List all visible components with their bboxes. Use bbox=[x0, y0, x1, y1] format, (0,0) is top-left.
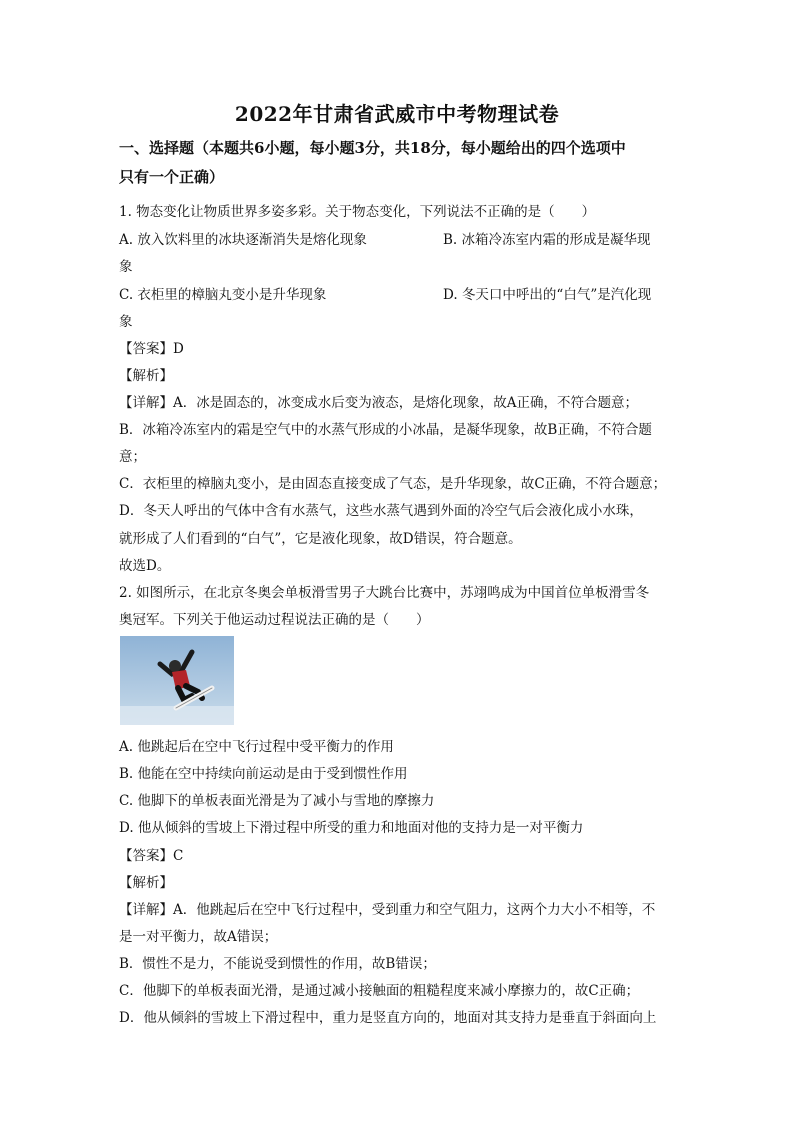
q2-analysis-label: 【解析】 bbox=[119, 875, 173, 891]
q2-detail-2: 是一对平衡力，故A错误； bbox=[119, 929, 278, 945]
page-title: 2022年甘肃省武威市中考物理试卷 bbox=[234, 102, 560, 126]
section-heading-line1: 一、选择题（本题共6小题，每小题3分，共18分，每小题给出的四个选项中 bbox=[119, 139, 626, 157]
q1-detail-1: 【详解】A．冰是固态的，冰变成水后变为液态，是熔化现象，故A正确，不符合题意； bbox=[119, 395, 638, 411]
snowboarder-image bbox=[120, 636, 234, 725]
q2-stem-line1: 2. 如图所示，在北京冬奥会单板滑雪男子大跳台比赛中，苏翊鸣成为中国首位单板滑雪冬 bbox=[119, 585, 650, 601]
q2-detail-5: D．他从倾斜的雪坡上下滑过程中，重力是竖直方向的，地面对其支持力是垂直于斜面向上 bbox=[119, 1010, 657, 1026]
q2-option-c: C. 他脚下的单板表面光滑是为了减小与雪地的摩擦力 bbox=[119, 793, 435, 809]
q1-detail-5: D．冬天人呼出的气体中含有水蒸气，这些水蒸气遇到外面的冷空气后会液化成小水珠， bbox=[119, 503, 643, 519]
q1-option-c: C. 衣柜里的樟脑丸变小是升华现象 bbox=[119, 287, 327, 303]
q1-option-a: A. 放入饮料里的冰块逐渐消失是熔化现象 bbox=[119, 232, 367, 248]
q2-answer: 【答案】C bbox=[119, 848, 184, 864]
q1-option-b-wrap: 象 bbox=[119, 259, 133, 275]
snowboarder-photo bbox=[120, 636, 234, 725]
q2-option-d: D. 他从倾斜的雪坡上下滑过程中所受的重力和地面对他的支持力是一对平衡力 bbox=[119, 820, 584, 836]
section-heading-line2: 只有一个正确） bbox=[119, 168, 225, 186]
q1-option-d: D. 冬天口中呼出的“白气”是汽化现 bbox=[443, 287, 652, 303]
q2-detail-3: B．惯性不是力，不能说受到惯性的作用，故B错误； bbox=[119, 956, 436, 972]
q1-detail-2: B．冰箱冷冻室内的霜是空气中的水蒸气形成的小冰晶，是凝华现象，故B正确，不符合题 bbox=[119, 422, 652, 438]
q1-option-d-wrap: 象 bbox=[119, 314, 133, 330]
q1-detail-3: 意； bbox=[119, 449, 146, 465]
q2-option-a: A. 他跳起后在空中飞行过程中受平衡力的作用 bbox=[119, 739, 394, 755]
q1-option-b: B. 冰箱冷冻室内霜的形成是凝华现 bbox=[443, 232, 651, 248]
q2-stem-line2: 奥冠军。下列关于他运动过程说法正确的是（ ） bbox=[119, 612, 430, 628]
q1-detail-6: 就形成了人们看到的“白气”，它是液化现象，故D错误，符合题意。 bbox=[119, 531, 522, 547]
q2-detail-1: 【详解】A．他跳起后在空中飞行过程中，受到重力和空气阻力，这两个力大小不相等，不 bbox=[119, 902, 656, 918]
q1-conclusion: 故选D。 bbox=[119, 558, 171, 574]
q1-detail-4: C．衣柜里的樟脑丸变小，是由固态直接变成了气态，是升华现象，故C正确，不符合题意； bbox=[119, 476, 667, 492]
q1-answer: 【答案】D bbox=[119, 341, 184, 357]
q1-analysis-label: 【解析】 bbox=[119, 368, 173, 384]
q1-stem: 1. 物态变化让物质世界多姿多彩。关于物态变化，下列说法不正确的是（ ） bbox=[119, 204, 596, 220]
q2-option-b: B. 他能在空中持续向前运动是由于受到惯性作用 bbox=[119, 766, 408, 782]
q2-detail-4: C．他脚下的单板表面光滑，是通过减小接触面的粗糙程度来减小摩擦力的，故C正确； bbox=[119, 983, 640, 999]
